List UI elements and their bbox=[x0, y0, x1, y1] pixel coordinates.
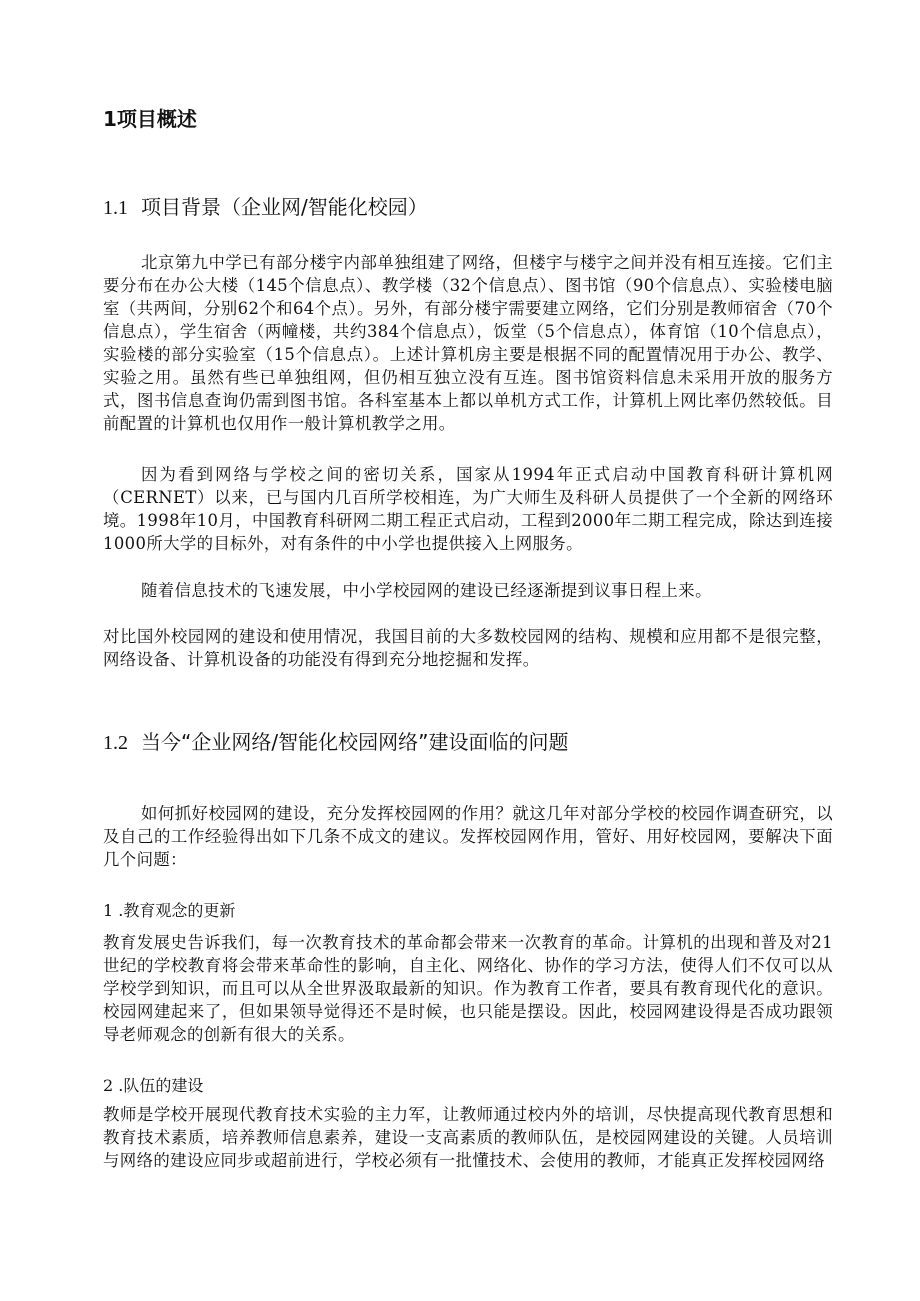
problem-item-2-label: 2 .队伍的建设 bbox=[103, 1076, 204, 1095]
section-1-1-title: 项目背景（企业网/智能化校园） bbox=[141, 195, 428, 219]
background-paragraph-1: 北京第九中学已有部分楼宇内部单独组建了网络，但楼宇与楼宇之间并没有相互连接。它们主要分布在办公大楼（145个信息点）、教学楼（32个信息点）、图书馆（90个信息点）、实验楼电脑室（共两间，分别62个和64个点）。另外，有部分楼宇需要建立网络，它们分别是教师宿舍（70个信息点），学生宿舍（两幢楼，共约384个信息点），饭堂（5个信息点），体育馆（10个信息点），实验楼的部分实验室（15个信息点）。上述计算机房主要是根据不同的配置情况用于办公、教学、实验之用。虽然有些已单独组网，但仍相互独立没有互连。图书馆资料信息未采用开放的服务方式，图书信息查询仍需到图书馆。各科室基本上都以单机方式工作，计算机上网比率仍然较低。目前配置的计算机也仅用作一般计算机教学之用。 bbox=[103, 253, 833, 433]
problem-item-1-label: 1 .教育观念的更新 bbox=[103, 901, 236, 920]
background-paragraph-3: 随着信息技术的飞速发展，中小学校园网的建设已经逐渐提到议事日程上来。 bbox=[141, 581, 712, 600]
problem-item-2-text: 教师是学校开展现代教育技术实验的主力军，让教师通过校内外的培训，尽快提高现代教育思想和教育技术素质，培养教师信息素养，建设一支高素质的教师队伍，是校园网建设的关键。人员培训与网络的建设应同步或超前进行，学校必须有一批懂技术、会使用的教师，才能真正发挥校园网络 bbox=[103, 1105, 833, 1170]
section-1-2-title: 当今“企业网络/智能化校园网络”建设面临的问题 bbox=[141, 730, 569, 754]
background-paragraph-4: 对比国外校园网的建设和使用情况，我国目前的大多数校园网的结构、规模和应用都不是很完整，网络设备、计算机设备的功能没有得到充分地挖掘和发挥。 bbox=[103, 627, 833, 669]
section-1-2-heading bbox=[103, 728, 833, 757]
section-1-1-heading bbox=[103, 193, 833, 222]
section-1-1-number: 1.1 bbox=[103, 197, 128, 219]
section-1-2-number: 1.2 bbox=[103, 732, 128, 754]
problem-item-1-text: 教育发展史告诉我们，每一次教育技术的革命都会带来一次教育的革命。计算机的出现和普及对21世纪的学校教育将会带来革命性的影响，自主化、网络化、协作的学习方法，使得人们不仅可以从学校学到知识，而且可以从全世界汲取最新的知识。作为教育工作者，要具有教育现代化的意识。校园网建起来了，但如果领导觉得还不是时候，也只能是摆设。因此，校园网建设得是否成功跟领导老师观念的创新有很大的关系。 bbox=[103, 933, 833, 1044]
section-1-heading: 1项目概述 bbox=[103, 107, 197, 131]
problems-intro-paragraph: 如何抓好校园网的建设，充分发挥校园网的作用？就这几年对部分学校的校园作调查研究，以及自己的工作经验得出如下几条不成文的建议。发挥校园网作用，管好、用好校园网，要解决下面几个问题： bbox=[103, 804, 833, 869]
background-paragraph-2: 因为看到网络与学校之间的密切关系，国家从1994年正式启动中国教育科研计算机网（CERNET）以来，已与国内几百所学校相连，为广大师生及科研人员提供了一个全新的网络环境。1998年10月，中国教育科研网二期工程正式启动，工程到2000年二期工程完成，除达到连接1000所大学的目标外，对有条件的中小学也提供接入上网服务。 bbox=[103, 465, 833, 553]
